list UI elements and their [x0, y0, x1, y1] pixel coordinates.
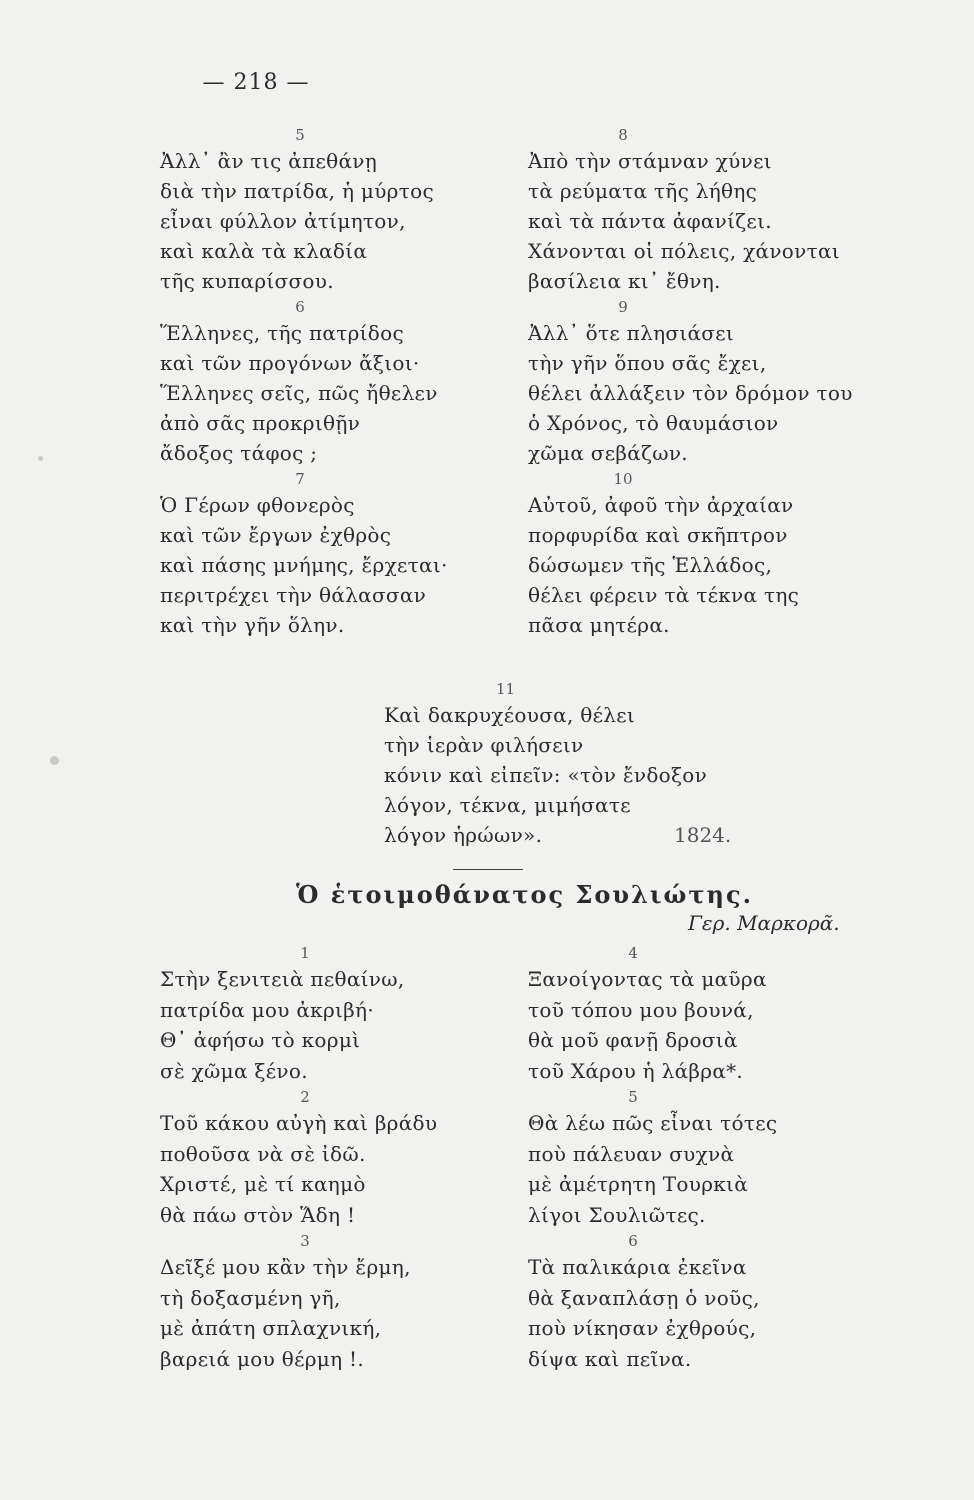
stanza — [528, 468, 878, 640]
stanza-number: 1 — [300, 944, 310, 962]
final-stanza — [384, 678, 804, 850]
poem-title: Ὁ ἑτοιμοθάνατος Σουλιώτης. — [296, 880, 753, 909]
stanza — [528, 296, 878, 468]
verse-line: μὲ ἀπάτη σπλαχνική, — [160, 1316, 382, 1340]
stanza-number: 9 — [618, 298, 628, 316]
verse-line: Χριστέ, μὲ τί καημὸ — [160, 1172, 366, 1196]
verse-line: πᾶσα μητέρα. — [528, 613, 670, 637]
final-line-row — [384, 820, 804, 850]
verse-line: θὰ πάω στὸν Ἅδη ! — [160, 1202, 356, 1227]
verse-line: Χάνονται οἱ πόλεις, χάνονται — [528, 239, 840, 263]
verse-line: ὁ Χρόνος, τὸ θαυμάσιον — [528, 411, 779, 435]
verse-line: ποὺ νίκησαν ἐχθρούς, — [528, 1316, 757, 1340]
stanza-number: 3 — [300, 1232, 310, 1250]
part2-left-column — [160, 942, 510, 1374]
stanza-number: 5 — [295, 126, 305, 144]
stanza — [528, 1230, 878, 1374]
stanza — [160, 124, 500, 296]
verse-line: Καὶ δακρυχέουσα, θέλει — [384, 703, 636, 727]
verse-line: τὴν ἱερὰν φιλήσειν — [384, 733, 584, 757]
stanza-number: 11 — [496, 680, 516, 698]
stanza-number: 6 — [295, 298, 305, 316]
verse-line: τὰ ρεύματα τῆς λήθης — [528, 179, 758, 203]
verse-line: καὶ τῶν προγόνων ἄξιοι· — [160, 351, 420, 375]
verse-line: καὶ τῶν ἔργων ἐχθρὸς — [160, 523, 392, 547]
verse-line: καὶ τὴν γῆν ὅλην. — [160, 613, 345, 637]
verse-line: Στὴν ξενιτειὰ πεθαίνω, — [160, 967, 405, 991]
stanza — [528, 124, 878, 296]
verse-line: δίψα καὶ πεῖνα. — [528, 1346, 692, 1371]
verse-line: τῆς κυπαρίσσου. — [160, 269, 334, 293]
part1-right-column — [528, 124, 878, 640]
section-divider — [453, 869, 523, 870]
stanza — [160, 296, 500, 468]
stanza-number: 2 — [300, 1088, 310, 1106]
verse-line: περιτρέχει τὴν θάλασσαν — [160, 583, 427, 607]
paper-stain — [50, 756, 59, 765]
verse-line: πορφυρίδα καὶ σκῆπτρον — [528, 523, 788, 547]
stanza — [528, 1086, 878, 1230]
part2-right-column — [528, 942, 878, 1374]
verse-line: καὶ τὰ πάντα ἀφανίζει. — [528, 209, 772, 233]
verse-line: τοῦ τόπου μου βουνά, — [528, 997, 754, 1022]
stanza-number: 10 — [613, 470, 633, 488]
stanza-number: 4 — [628, 944, 638, 962]
verse-line: εἶναι φύλλον ἀτίμητον, — [160, 209, 406, 233]
stanza-number: 8 — [618, 126, 628, 144]
stanza — [160, 468, 500, 640]
stanza — [160, 1230, 510, 1374]
verse-line: τὴ δοξασμένη γῆ, — [160, 1285, 341, 1310]
verse-line: θὰ ξαναπλάσῃ ὁ νοῦς, — [528, 1285, 760, 1310]
verse-line: κόνιν καὶ εἰπεῖν: «τὸν ἔνδοξον — [384, 763, 708, 787]
verse-line: χῶμα σεβάζων. — [528, 441, 688, 465]
verse-line: καὶ καλὰ τὰ κλαδία — [160, 239, 368, 263]
verse-line: Ξανοίγοντας τὰ μαῦρα — [528, 967, 767, 991]
paper-stain — [38, 456, 43, 461]
stanza — [528, 942, 878, 1086]
verse-line: ποθοῦσα νὰ σὲ ἰδῶ. — [160, 1141, 366, 1166]
verse-line: σὲ χῶμα ξένο. — [160, 1058, 308, 1083]
verse-line: Θὰ λέω πῶς εἶναι τότες — [528, 1111, 778, 1135]
verse-line: διὰ τὴν πατρίδα, ἡ μύρτος — [160, 179, 434, 203]
verse-line: Ἀπὸ τὴν στάμναν χύνει — [528, 149, 772, 173]
verse-line: μὲ ἀμέτρητη Τουρκιὰ — [528, 1172, 749, 1196]
verse-line: Δεῖξέ μου κἂν τὴν ἔρμη, — [160, 1255, 411, 1279]
verse-line: Ἀλλ᾽ ὅτε πλησιάσει — [528, 321, 735, 345]
verse-line: ἀπὸ σᾶς προκριθῇν — [160, 411, 361, 435]
verse-line: θέλει φέρειν τὰ τέκνα της — [528, 583, 800, 607]
verse-line: θέλει ἀλλάξειν τὸν δρόμον του — [528, 381, 853, 405]
verse-line: Τοῦ κάκου αὐγὴ καὶ βράδυ — [160, 1111, 438, 1135]
verse-line: τὴν γῆν ὅπου σᾶς ἔχει, — [528, 351, 767, 375]
verse-line: Τὰ παλικάρια ἐκεῖνα — [528, 1255, 747, 1279]
verse-line: λίγοι Σουλιῶτες. — [528, 1202, 706, 1227]
verse-line: βαρειά μου θέρμη !. — [160, 1346, 365, 1371]
verse-line: ποὺ πάλευαν συχνὰ — [528, 1141, 735, 1166]
verse-line: δώσωμεν τῆς Ἑλλάδος, — [528, 553, 773, 577]
stanza — [160, 942, 510, 1086]
poem-author: Γερ. Μαρκορᾶ. — [688, 911, 840, 935]
part1-left-column — [160, 124, 500, 640]
verse-line: τοῦ Χάρου ἡ λάβρα*. — [528, 1058, 744, 1083]
verse-line: λόγον ἡρώων». — [384, 823, 543, 847]
verse-line: θὰ μοῦ φανῇ δροσιὰ — [528, 1028, 738, 1052]
verse-line: Θ᾽ ἀφήσω τὸ κορμὶ — [160, 1028, 361, 1052]
verse-line: λόγον, τέκνα, μιμήσατε — [384, 793, 631, 817]
verse-line: Ὁ Γέρων φθονερὸς — [160, 493, 355, 517]
stanza-number: 5 — [628, 1088, 638, 1106]
verse-line: βασίλεια κι᾽ ἔθνη. — [528, 269, 721, 293]
stanza — [160, 1086, 510, 1230]
verse-line: Ἀλλ᾽ ἂν τις ἀπεθάνῃ — [160, 149, 378, 173]
verse-line: καὶ πάσης μνήμης, ἔρχεται· — [160, 553, 448, 577]
verse-line: Ἕλληνες σεῖς, πῶς ἤθελεν — [160, 381, 438, 405]
poem-year: 1824. — [674, 823, 732, 847]
page-number: — 218 — — [202, 70, 310, 95]
stanza-number: 7 — [295, 470, 305, 488]
verse-line: ἄδοξος τάφος ; — [160, 441, 318, 465]
verse-line: πατρίδα μου ἀκριβή· — [160, 997, 374, 1022]
verse-line: Ἕλληνες, τῆς πατρίδος — [160, 321, 404, 345]
stanza-number: 6 — [628, 1232, 638, 1250]
verse-line: Αὐτοῦ, ἀφοῦ τὴν ἀρχαίαν — [528, 493, 794, 517]
